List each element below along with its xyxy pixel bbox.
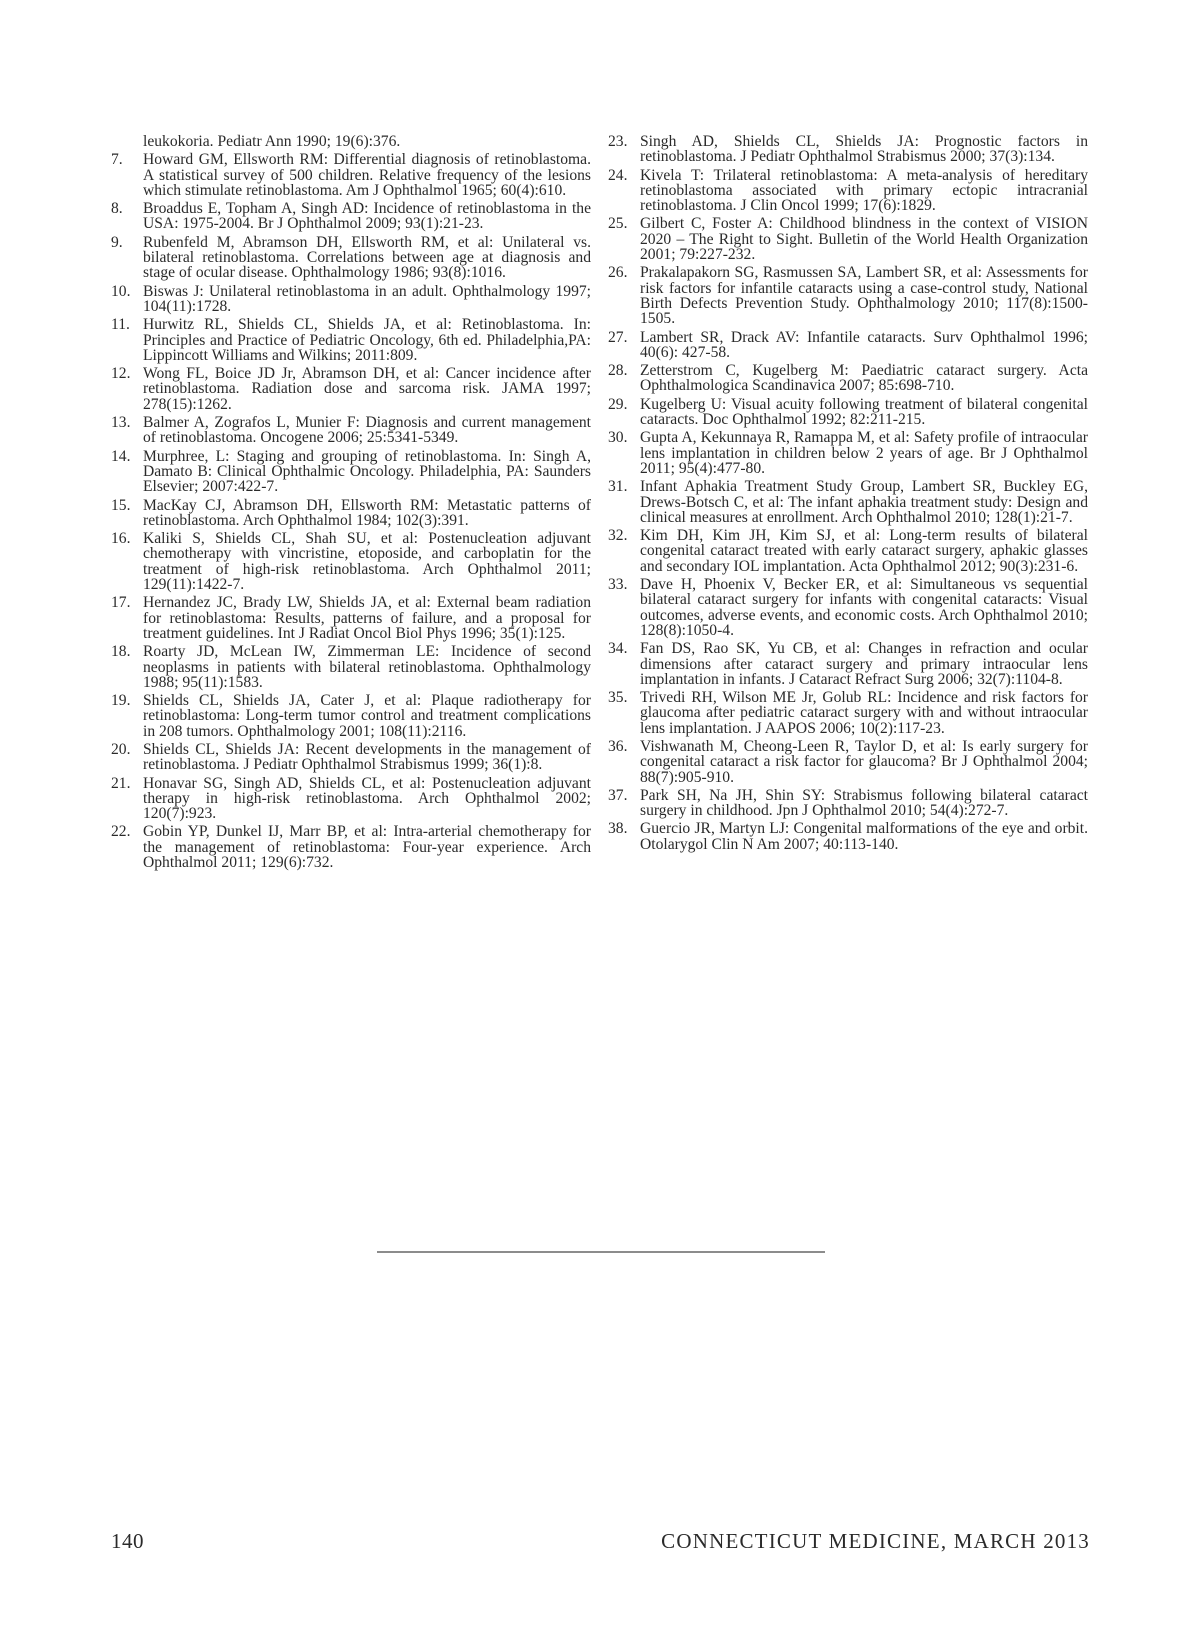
reference-text: Singh AD, Shields CL, Shields JA: Prognostic factors in retinoblastoma. J Pediatr Ophthalmol Strabismus 2000; 37(3):134. — [640, 133, 1088, 166]
reference-text: Honavar SG, Singh AD, Shields CL, et al: Postenucleation adjuvant therapy in high-risk retinoblastoma. Arch Ophthalmol 2002; 120(7):923. — [143, 774, 591, 823]
reference-item — [608, 528, 1088, 574]
reference-item — [608, 479, 1088, 525]
reference-text: Lambert SR, Drack AV: Infantile cataracts. Surv Ophthalmol 1996; 40(6): 427-58. — [640, 328, 1088, 361]
reference-item — [111, 595, 591, 641]
reference-item — [608, 168, 1088, 214]
reference-item — [608, 134, 1088, 165]
reference-number: 31. — [608, 478, 628, 496]
reference-text: Fan DS, Rao SK, Yu CB, et al: Changes in refraction and ocular dimensions after cataract surgery and primary intraocular lens implantation in infants. J Cataract Refract Surg 2006; 32(7):1104-8. — [640, 640, 1088, 688]
reference-text: Hurwitz RL, Shields CL, Shields JA, et al: Retinoblastoma. In: Principles and Practice of Pediatric Oncology, 6th ed. Philadelphia,PA: Lippincott Williams and Wilkins; 2011:809. — [143, 316, 591, 364]
reference-text: Gobin YP, Dunkel IJ, Marr BP, et al: Intra-arterial chemotherapy for the management of retinoblastoma: Four-year experience. Arch Ophthalmol 2011; 129(6):732. — [143, 823, 591, 872]
reference-text: leukokoria. Pediatr Ann 1990; 19(6):376. — [143, 133, 401, 150]
reference-number: 35. — [608, 689, 628, 707]
end-rule-divider — [377, 1251, 825, 1253]
reference-item — [111, 152, 591, 198]
reference-number: 38. — [608, 820, 628, 838]
reference-item — [111, 284, 591, 315]
reference-item — [608, 265, 1088, 326]
reference-text: Vishwanath M, Cheong-Leen R, Taylor D, et al: Is early surgery for congenital cataract a risk factor for glaucoma? Br J Ophthalmol 2004; 88(7):905-910. — [640, 737, 1088, 786]
reference-item — [111, 201, 591, 232]
reference-text: Hernandez JC, Brady LW, Shields JA, et al: External beam radiation for retinoblastoma: Results, patterns of failure, and a proposal for treatment guidelines. Int J Radiat Oncol Biol Phys 1996; 35(1):125. — [143, 594, 591, 642]
reference-item — [111, 235, 591, 281]
reference-item — [111, 824, 591, 870]
reference-number: 32. — [608, 527, 628, 545]
reference-item — [111, 644, 591, 690]
reference-number: 21. — [111, 774, 131, 792]
reference-text: Kim DH, Kim JH, Kim SJ, et al: Long-term results of bilateral congenital cataract treated with early cataract surgery, aphakic glasses and secondary IOL implantation. Acta Ophthalmol 2012; 90(3):231-6. — [640, 527, 1088, 575]
references-right-column — [608, 134, 1088, 855]
reference-item — [608, 641, 1088, 687]
reference-number: 23. — [608, 133, 628, 150]
reference-number: 30. — [608, 429, 628, 447]
reference-number: 9. — [111, 233, 123, 251]
reference-number: 20. — [111, 740, 131, 758]
reference-number: 24. — [608, 166, 628, 184]
reference-number: 26. — [608, 264, 628, 282]
reference-text: Kaliki S, Shields CL, Shah SU, et al: Postenucleation adjuvant chemotherapy with vincristine, etoposide, and carboplatin for the treatment of high-risk retinoblastoma. Arch Ophthalmol 2011; 129(11):1422-7. — [143, 530, 591, 594]
reference-number: 25. — [608, 215, 628, 233]
reference-item — [608, 330, 1088, 361]
reference-text: Wong FL, Boice JD Jr, Abramson DH, et al: Cancer incidence after retinoblastoma. Radiation dose and sarcoma risk. JAMA 1997; 278(15):1262. — [143, 365, 591, 413]
reference-text: Guercio JR, Martyn LJ: Congenital malformations of the eye and orbit. Otolarygol Clin N Am 2007; 40:113-140. — [640, 820, 1088, 853]
reference-item — [608, 739, 1088, 785]
reference-item — [111, 415, 591, 446]
reference-item — [111, 134, 591, 149]
reference-number: 7. — [111, 151, 123, 169]
reference-number: 22. — [111, 823, 131, 841]
reference-text: Shields CL, Shields JA: Recent developments in the management of retinoblastoma. J Pediatr Ophthalmol Strabismus 1999; 36(1):8. — [143, 740, 591, 774]
reference-item — [608, 363, 1088, 394]
reference-item — [608, 397, 1088, 428]
reference-item — [608, 430, 1088, 476]
reference-item — [111, 317, 591, 363]
reference-number: 16. — [111, 530, 131, 548]
reference-item — [608, 216, 1088, 262]
reference-text: MacKay CJ, Abramson DH, Ellsworth RM: Metastatic patterns of retinoblastoma. Arch Ophthalmol 1984; 102(3):391. — [143, 496, 591, 529]
reference-item — [111, 531, 591, 592]
reference-text: Biswas J: Unilateral retinoblastoma in an adult. Ophthalmology 1997; 104(11):1728. — [143, 282, 591, 315]
reference-item — [111, 449, 591, 495]
reference-number: 8. — [111, 200, 123, 218]
reference-item — [111, 776, 591, 822]
reference-number: 33. — [608, 576, 628, 594]
reference-number: 10. — [111, 282, 131, 300]
reference-item — [608, 821, 1088, 852]
reference-number: 37. — [608, 786, 628, 804]
reference-text: Gilbert C, Foster A: Childhood blindness in the context of VISION 2020 – The Right to Sight. Bulletin of the World Health Organization 2001; 79:227-232. — [640, 215, 1088, 264]
reference-text: Kivela T: Trilateral retinoblastoma: A meta-analysis of hereditary retinoblastoma associated with primary ectopic intracranial retinoblastoma. J Clin Oncol 1999; 17(6):1829. — [640, 166, 1088, 215]
reference-text: Infant Aphakia Treatment Study Group, Lambert SR, Buckley EG, Drews-Botsch C, et al: The infant aphakia treatment study: Design and clinical measures at enrollment. Arch Ophthalmol 2010; 128(1):21-7. — [640, 478, 1088, 526]
reference-item — [111, 366, 591, 412]
reference-text: Murphree, L: Staging and grouping of retinoblastoma. In: Singh A, Damato B: Clinical Ophthalmic Oncology. Philadelphia, PA: Saunders Elsevier; 2007:422-7. — [143, 447, 591, 496]
reference-text: Balmer A, Zografos L, Munier F: Diagnosis and current management of retinoblastoma. Oncogene 2006; 25:5341-5349. — [143, 414, 591, 447]
reference-number: 27. — [608, 328, 628, 346]
reference-number: 17. — [111, 594, 131, 612]
reference-number: 18. — [111, 643, 131, 661]
reference-text: Zetterstrom C, Kugelberg M: Paediatric cataract surgery. Acta Ophthalmologica Scandinavica 2007; 85:698-710. — [640, 362, 1088, 395]
reference-number: 13. — [111, 414, 131, 432]
reference-text: Trivedi RH, Wilson ME Jr, Golub RL: Incidence and risk factors for glaucoma after pediatric cataract surgery with and without intraocular lens implantation. J AAPOS 2006; 10(2):117-23. — [640, 689, 1088, 737]
reference-text: Park SH, Na JH, Shin SY: Strabismus following bilateral cataract surgery in childhood. Jpn J Ophthalmol 2010; 54(4):272-7. — [640, 786, 1088, 820]
reference-text: Broaddus E, Topham A, Singh AD: Incidence of retinoblastoma in the USA: 1975-2004. Br J Ophthalmol 2009; 93(1):21-23. — [143, 200, 591, 233]
reference-item — [608, 788, 1088, 819]
reference-number: 34. — [608, 640, 628, 658]
reference-item — [111, 693, 591, 739]
page-number: 140 — [111, 1529, 144, 1553]
reference-number: 28. — [608, 362, 628, 380]
reference-number: 11. — [111, 316, 130, 334]
references-left-column — [111, 134, 591, 873]
reference-text: Roarty JD, McLean IW, Zimmerman LE: Incidence of second neoplasms in patients with bilateral retinoblastoma. Ophthalmology 1988; 95(11):1583. — [143, 643, 591, 691]
reference-item — [111, 498, 591, 529]
reference-number: 12. — [111, 365, 131, 383]
reference-text: Gupta A, Kekunnaya R, Ramappa M, et al: Safety profile of intraocular lens implantation in children below 2 years of age. Br J Ophthalmol 2011; 95(4):477-80. — [640, 429, 1088, 477]
reference-number: 15. — [111, 496, 131, 514]
journal-footer: CONNECTICUT MEDICINE, MARCH 2013 — [661, 1529, 1090, 1553]
reference-text: Prakalapakorn SG, Rasmussen SA, Lambert SR, et al: Assessments for risk factors for infantile cataracts using a case-control study, National Birth Defects Prevention Study. Ophthalmology 2010; 117(8):1500-1505. — [640, 264, 1088, 328]
reference-text: Kugelberg U: Visual acuity following treatment of bilateral congenital cataracts. Doc Ophthalmol 1992; 82:211-215. — [640, 395, 1088, 429]
reference-item — [111, 742, 591, 773]
reference-number: 36. — [608, 737, 628, 755]
reference-text: Dave H, Phoenix V, Becker ER, et al: Simultaneous vs sequential bilateral cataract surgery for infants with congenital cataracts: Visual outcomes, adverse events, and economic costs. Arch Ophthalmol 2010; 128(8):1050-4. — [640, 576, 1088, 639]
reference-number: 29. — [608, 395, 628, 413]
reference-number: 19. — [111, 692, 131, 710]
reference-item — [608, 690, 1088, 736]
reference-text: Rubenfeld M, Abramson DH, Ellsworth RM, et al: Unilateral vs. bilateral retinoblastoma. Correlations between age at diagnosis and stage of ocular disease. Ophthalmology 1986; 93(8):1016. — [143, 233, 591, 282]
reference-number: 14. — [111, 447, 131, 465]
reference-text: Shields CL, Shields JA, Cater J, et al: Plaque radiotherapy for retinoblastoma: Long-term tumor control and treatment complications in 208 tumors. Ophthalmology 2001; 108(11):2116. — [143, 692, 591, 740]
reference-item — [608, 577, 1088, 638]
reference-text: Howard GM, Ellsworth RM: Differential diagnosis of retinoblastoma. A statistical survey of 500 children. Relative frequency of the lesions which stimulate retinoblastoma. Am J Ophthalmol 1965; 60(4):610. — [143, 151, 591, 199]
